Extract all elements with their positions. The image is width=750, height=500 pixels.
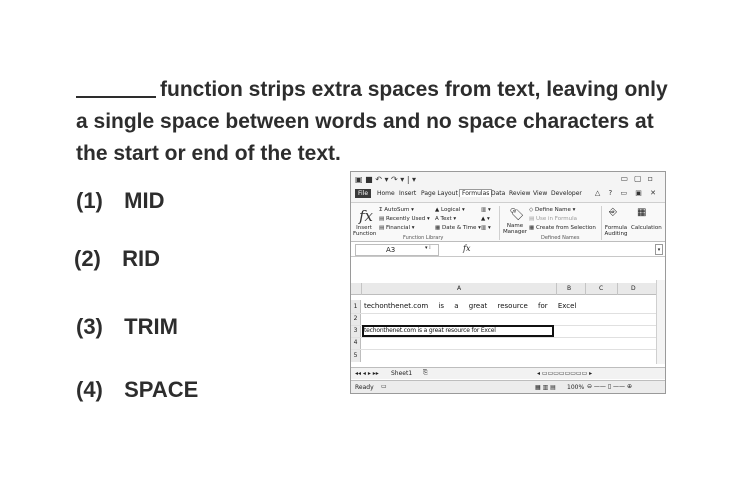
- zoom-level[interactable]: 100%: [567, 384, 585, 391]
- row-gridline: [351, 349, 657, 350]
- recently-used-label: Recently Used: [385, 216, 426, 222]
- vertical-scrollbar[interactable]: [656, 280, 665, 364]
- recently-used-icon: ▤: [379, 216, 386, 222]
- formula-auditing-button[interactable]: Formula Auditing: [604, 225, 628, 237]
- column-divider: [617, 283, 618, 295]
- status-ready: Ready: [355, 384, 374, 391]
- option-4-number: (4): [76, 377, 103, 402]
- logical-icon: ▲: [435, 207, 441, 213]
- sheet-tab-sheet1[interactable]: Sheet1: [391, 370, 413, 377]
- question-line-1: [76, 74, 676, 106]
- create-from-selection-icon: ▦: [529, 225, 536, 231]
- column-header-a[interactable]: A: [457, 285, 462, 292]
- autosum-label: AutoSum: [384, 207, 410, 213]
- tab-file[interactable]: File: [355, 189, 371, 198]
- formula-bar: [351, 243, 665, 257]
- logical-label: Logical: [440, 207, 461, 213]
- column-divider: [585, 283, 586, 295]
- name-manager-icon: 🏷: [509, 207, 525, 221]
- row-header-1[interactable]: 1: [351, 300, 361, 313]
- logical-button[interactable]: ▲ Logical ▾: [435, 207, 465, 213]
- tab-data[interactable]: Data: [491, 190, 506, 197]
- autosum-button[interactable]: Σ AutoSum ▾: [379, 207, 414, 213]
- excel-title-bar: [351, 172, 665, 188]
- answer-blank: [76, 78, 156, 98]
- question-line-1-text: function strips extra spaces from text, leaving only: [160, 78, 668, 101]
- tab-developer[interactable]: Developer: [551, 190, 582, 197]
- help-icon[interactable]: △ ? ▭ ▣ ✕: [594, 189, 659, 197]
- question-text: [76, 74, 676, 170]
- financial-label: Financial: [385, 225, 411, 231]
- math-trig-icon[interactable]: ▲ ▾: [481, 216, 490, 222]
- lookup-reference-icon[interactable]: ▥ ▾: [481, 207, 491, 213]
- text-icon: A: [435, 216, 441, 222]
- row-header-5[interactable]: 5: [351, 349, 361, 362]
- option-2[interactable]: [74, 246, 160, 272]
- date-time-label: Date & Time: [441, 225, 477, 231]
- window-controls-icon: ▭▢▫: [620, 174, 659, 183]
- option-3-number: (3): [76, 314, 103, 339]
- defined-names-group-label: Defined Names: [541, 235, 580, 241]
- autosum-icon: Σ: [379, 207, 385, 213]
- formula-bar-expand-icon[interactable]: ▾: [655, 244, 663, 255]
- tab-page-layout[interactable]: Page Layout: [421, 190, 458, 197]
- tab-insert[interactable]: Insert: [399, 190, 417, 197]
- row-gridline: [351, 337, 657, 338]
- row-header-2[interactable]: 2: [351, 313, 361, 325]
- name-box-dropdown-icon[interactable]: ▾ ⁞: [425, 245, 431, 251]
- row-header-4[interactable]: 4: [351, 337, 361, 349]
- excel-screenshot: [350, 171, 666, 394]
- macro-record-icon[interactable]: ▭: [381, 383, 387, 390]
- text-button[interactable]: A Text ▾: [435, 216, 457, 222]
- financial-button[interactable]: ▤ Financial ▾: [379, 225, 415, 231]
- cell-a3[interactable]: techonthenet.com is a great resource for Excel: [364, 327, 496, 334]
- ribbon-tabs: [351, 188, 665, 202]
- option-1[interactable]: [76, 188, 164, 214]
- question-line-3: the start or end of the text.: [76, 142, 341, 165]
- status-bar: [351, 380, 665, 394]
- ribbon-separator: [499, 206, 500, 240]
- date-time-icon: ▦: [435, 225, 442, 231]
- column-divider: [556, 283, 557, 295]
- horizontal-scrollbar[interactable]: ◂ ▭▭▭▭▭▭▭▭ ▸: [537, 370, 593, 377]
- insert-function-button[interactable]: Insert Function: [353, 225, 377, 237]
- recently-used-button[interactable]: ▤ Recently Used ▾: [379, 216, 430, 222]
- option-2-label: RID: [122, 246, 161, 271]
- name-box[interactable]: A3: [355, 244, 439, 256]
- tab-view[interactable]: View: [533, 190, 548, 197]
- option-1-label: MID: [124, 188, 165, 213]
- name-manager-button[interactable]: Name Manager: [502, 223, 528, 235]
- tab-home[interactable]: Home: [377, 190, 395, 197]
- sheet-tab-bar: [351, 367, 665, 379]
- fx-label[interactable]: fx: [463, 244, 471, 253]
- cell-a1[interactable]: techonthenet.com is a great resource for Excel: [364, 302, 577, 310]
- sheet-nav-arrows-icon[interactable]: ◂◂ ◂ ▸ ▸▸: [355, 370, 379, 377]
- column-header-c[interactable]: C: [599, 285, 604, 292]
- define-name-label: Define Name: [534, 207, 571, 213]
- option-2-number: (2): [74, 246, 101, 271]
- column-divider: [361, 283, 362, 295]
- formula-auditing-icon: ⎆: [609, 207, 617, 218]
- calculation-button[interactable]: Calculation: [631, 225, 662, 231]
- option-3-label: TRIM: [124, 314, 178, 339]
- option-1-number: (1): [76, 188, 103, 213]
- define-name-icon: ◇: [529, 207, 535, 213]
- tab-formulas[interactable]: Formulas: [459, 189, 492, 197]
- insert-function-icon[interactable]: fx: [359, 207, 374, 225]
- create-from-selection-button[interactable]: [529, 225, 596, 231]
- view-buttons-icon[interactable]: ▦ ▥ ▤: [535, 384, 556, 391]
- use-in-formula-button[interactable]: [529, 216, 577, 222]
- zoom-slider[interactable]: ⊖ —— ▯ —— ⊕: [587, 383, 632, 390]
- row-header-3[interactable]: 3: [351, 325, 361, 337]
- row-gridline: [351, 313, 657, 314]
- text-label: Text: [440, 216, 452, 222]
- column-header-b[interactable]: B: [567, 285, 572, 292]
- tab-review[interactable]: Review: [509, 190, 531, 197]
- column-header-d[interactable]: D: [631, 285, 636, 292]
- quick-access-toolbar-icon: ▣ ■ ↶ ▾ ↷ ▾ | ▾: [355, 175, 417, 184]
- use-in-formula-icon: ▤: [529, 216, 536, 222]
- use-in-formula-label: Use in Formula: [535, 216, 577, 222]
- more-functions-icon[interactable]: ▥ ▾: [481, 225, 491, 231]
- insert-sheet-icon[interactable]: ⎘: [423, 369, 428, 376]
- formulas-ribbon: [351, 202, 665, 242]
- option-4[interactable]: [76, 377, 198, 403]
- option-4-label: SPACE: [124, 377, 199, 402]
- define-name-button[interactable]: ◇ Define Name ▾: [529, 207, 576, 213]
- column-headers: [351, 283, 665, 295]
- function-library-group-label: Function Library: [403, 235, 444, 241]
- financial-icon: ▤: [379, 225, 386, 231]
- option-3[interactable]: [76, 314, 178, 340]
- date-time-button[interactable]: ▦ Date & Time ▾: [435, 225, 481, 231]
- calculation-icon: ▦: [637, 207, 647, 218]
- question-line-2: a single space between words and no space characters at: [76, 110, 654, 133]
- create-from-selection-label: Create from Selection: [535, 225, 596, 231]
